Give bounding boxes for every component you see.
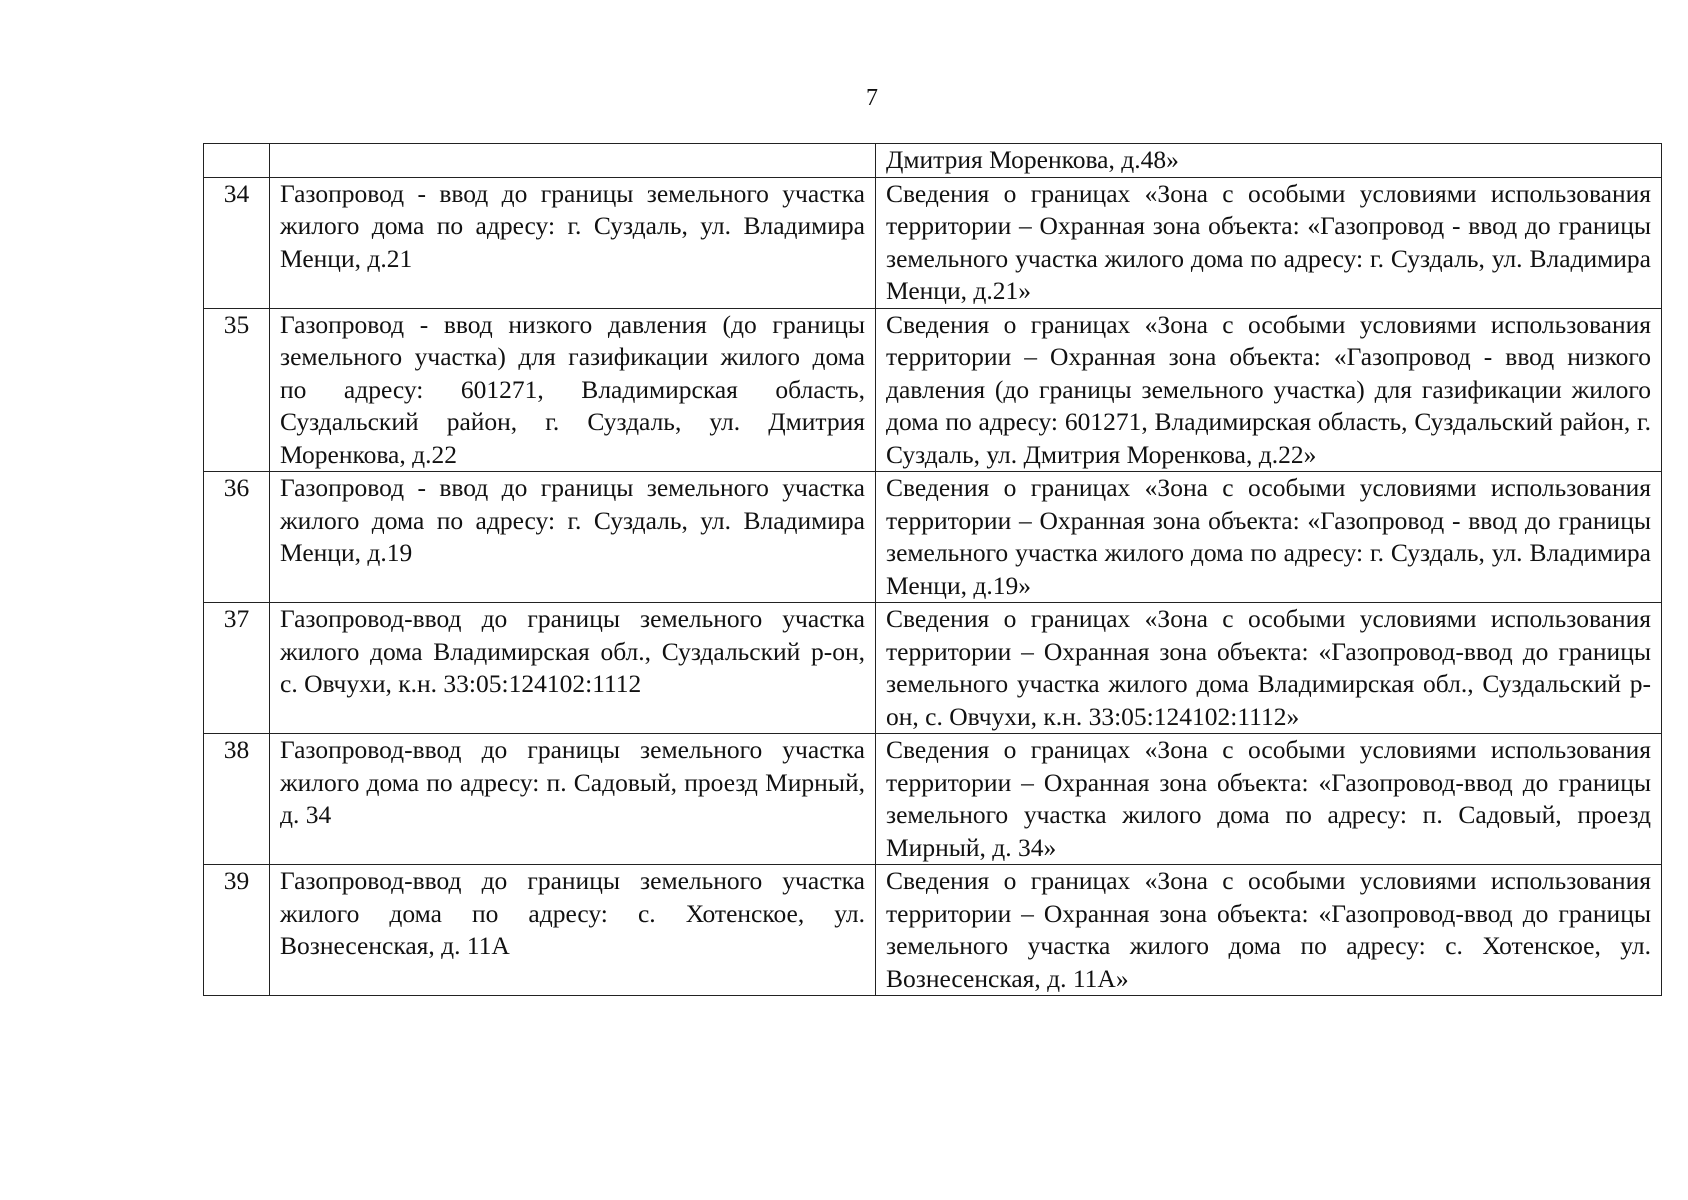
object-name-cell: Газопровод-ввод до границы земельного участка жилого дома Владимирская обл., Суздальский р-он, с. Овчухи, к.н. 33:05:124102:1112 [270, 603, 876, 734]
table-row [204, 603, 1662, 734]
zone-info-cell: Сведения о границах «Зона с особыми условиями использования территории – Охранная зона объекта: «Газопровод - ввод до границы земельного участка жилого дома по адресу: г. Суздаль, ул. Владимира Менци, д.21» [876, 177, 1662, 308]
row-number-cell: 39 [204, 865, 270, 996]
zone-info-cell: Сведения о границах «Зона с особыми условиями использования территории – Охранная зона объекта: «Газопровод - ввод до границы земельного участка жилого дома по адресу: г. Суздаль, ул. Владимира Менци, д.19» [876, 472, 1662, 603]
row-number-cell [204, 144, 270, 178]
zone-info-cell: Дмитрия Моренкова, д.48» [876, 144, 1662, 178]
row-number-cell: 37 [204, 603, 270, 734]
object-name-cell [270, 144, 876, 178]
row-number-cell: 35 [204, 308, 270, 472]
zone-info-cell: Сведения о границах «Зона с особыми условиями использования территории – Охранная зона объекта: «Газопровод-ввод до границы земельного участка жилого дома по адресу: с. Хотенское, ул. Вознесенская, д. 11А» [876, 865, 1662, 996]
table-row-continuation [204, 144, 1662, 178]
object-name-cell: Газопровод - ввод низкого давления (до границы земельного участка) для газификации жилого дома по адресу: 601271, Владимирская область, Суздальский район, г. Суздаль, ул. Дмитрия Моренкова, д.22 [270, 308, 876, 472]
row-number-cell: 38 [204, 734, 270, 865]
page-number: 7 [866, 85, 878, 111]
table-row [204, 308, 1662, 472]
zone-info-cell: Сведения о границах «Зона с особыми условиями использования территории – Охранная зона объекта: «Газопровод-ввод до границы земельного участка жилого дома по адресу: п. Садовый, проезд Мирный, д. 34» [876, 734, 1662, 865]
object-name-cell: Газопровод - ввод до границы земельного участка жилого дома по адресу: г. Суздаль, ул. Владимира Менци, д.21 [270, 177, 876, 308]
table-row [204, 734, 1662, 865]
zones-table [203, 143, 1662, 996]
object-name-cell: Газопровод-ввод до границы земельного участка жилого дома по адресу: с. Хотенское, ул. Вознесенская, д. 11А [270, 865, 876, 996]
row-number-cell: 34 [204, 177, 270, 308]
zone-info-cell: Сведения о границах «Зона с особыми условиями использования территории – Охранная зона объекта: «Газопровод - ввод низкого давления (до границы земельного участка) для газификации жилого дома по адресу: 601271, Владимирская область, Суздальский район, г. Суздаль, ул. Дмитрия Моренкова, д.22» [876, 308, 1662, 472]
zone-info-cell: Сведения о границах «Зона с особыми условиями использования территории – Охранная зона объекта: «Газопровод-ввод до границы земельного участка жилого дома Владимирская обл., Суздальский р-он, с. Овчухи, к.н. 33:05:124102:1112» [876, 603, 1662, 734]
table-row [204, 177, 1662, 308]
row-number-cell: 36 [204, 472, 270, 603]
object-name-cell: Газопровод-ввод до границы земельного участка жилого дома по адресу: п. Садовый, проезд Мирный, д. 34 [270, 734, 876, 865]
table-row [204, 865, 1662, 996]
table-row [204, 472, 1662, 603]
object-name-cell: Газопровод - ввод до границы земельного участка жилого дома по адресу: г. Суздаль, ул. Владимира Менци, д.19 [270, 472, 876, 603]
